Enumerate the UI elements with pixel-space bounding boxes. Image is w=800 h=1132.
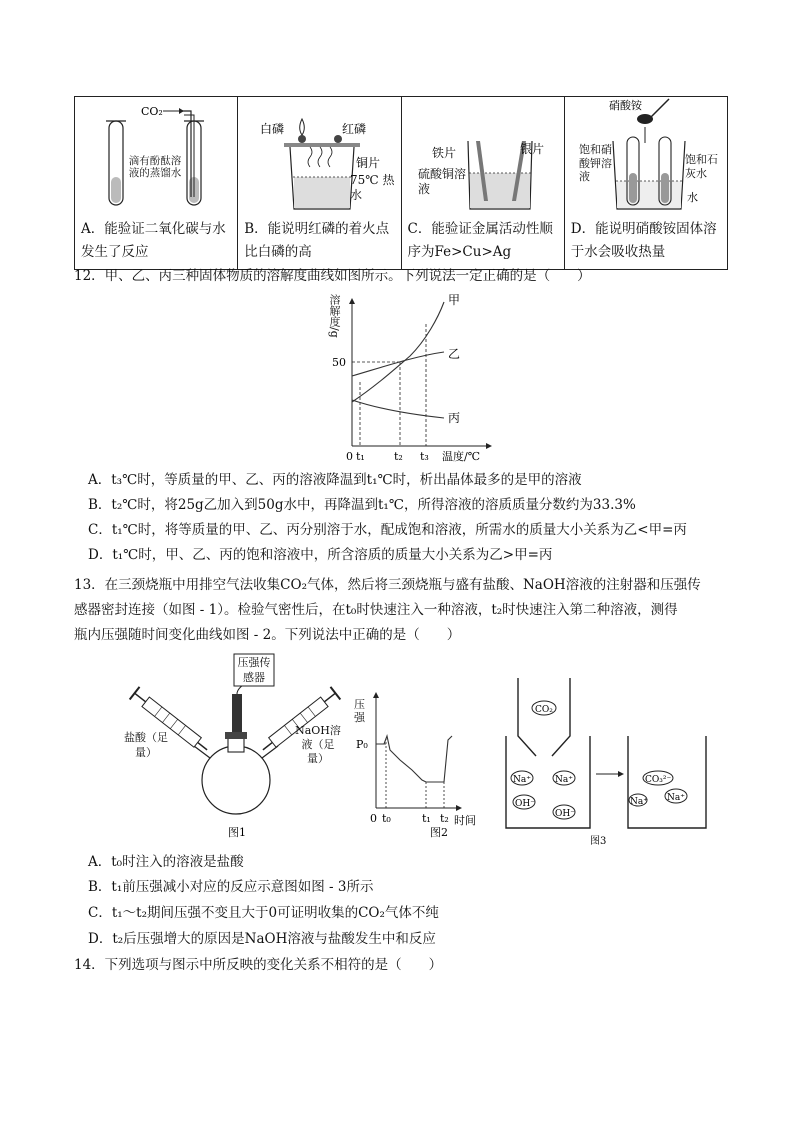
q14-stem: 14．下列选项与图示中所反映的变化关系不相符的是（ ）	[74, 957, 443, 973]
q13-option-a: A．t₀时注入的溶液是盐酸	[88, 854, 244, 870]
option-c-caption: C．能验证金属活动性顺序为Fe>Cu>Ag	[407, 221, 553, 260]
figure-1-apparatus	[124, 650, 346, 840]
q13-option-d: D．t₂后压强增大的原因是NaOH溶液与盐酸发生中和反应	[88, 931, 436, 947]
fig2-x-tick-t1: t₁	[422, 812, 431, 825]
cuso4-label: 硫酸铜溶液	[417, 167, 466, 196]
fig2-x-tick-t0: t₀	[382, 812, 391, 825]
fig2-xlabel: 时间	[454, 814, 476, 827]
kno3-label: 饱和硝酸钾溶液	[578, 143, 612, 183]
q13-stem-line-1: 13．在三颈烧瓶中用排空气法收集CO₂气体，然后将三颈烧瓶与盛有盐酸、NaOH溶液的注射器和压强传	[74, 577, 701, 593]
chart-xlabel: 温度/℃	[442, 450, 481, 462]
x-tick-t1: t₁	[356, 450, 365, 462]
option-d-caption: D．能说明硝酸铵固体溶于水会吸收热量	[570, 221, 717, 260]
option-b-caption: B．能说明红磷的着火点比白磷的高	[244, 221, 390, 260]
naoh-label: NaOH溶液（足量）	[295, 724, 341, 765]
fig2-x-tick-0: 0	[370, 812, 377, 825]
na-particle-2: Na⁺	[555, 775, 573, 785]
na-particle-1: Na⁺	[513, 775, 531, 785]
p0-label: P₀	[356, 738, 368, 751]
figure-3-particle-diagram	[500, 676, 710, 848]
d-water-label: 水	[686, 191, 698, 204]
curve-jia	[352, 302, 444, 402]
series-yi-label: 乙	[448, 347, 461, 361]
q13-option-b: B．t₁前压强减小对应的反应示意图如图 - 3所示	[88, 879, 374, 895]
solubility-chart	[326, 290, 496, 462]
x-tick-t3: t₃	[420, 450, 429, 462]
figure-3-caption: 图3	[590, 836, 607, 847]
fig2-x-tick-t2: t₂	[440, 812, 449, 825]
liquid-label: 滴有酚酞溶液的蒸馏水	[128, 155, 182, 179]
figure-2-caption: 图2	[430, 826, 448, 839]
chart-ylabel: 溶解度/g	[328, 294, 341, 338]
oh-particle-1: OH⁻	[515, 799, 535, 809]
x-tick-t2: t₂	[394, 450, 403, 462]
sensor-label: 压强传感器	[237, 656, 271, 684]
water-label: 75℃ 热水	[350, 173, 395, 202]
na-particle-3: Na⁺	[630, 797, 648, 807]
x-tick-0: 0	[346, 450, 353, 462]
chart-y-tick-50: 50	[332, 356, 346, 369]
nh4no3-label: 硝酸铵	[608, 99, 642, 112]
q12-option-c: C．t₁℃时，将等质量的甲、乙、丙分别溶于水，配成饱和溶液，所需水的质量大小关系为乙<甲=丙	[88, 522, 687, 538]
white-p-label: 白磷	[260, 122, 285, 136]
acid-label: 盐酸（足量）	[124, 731, 168, 759]
copper-label: 铜片	[356, 156, 381, 170]
q11-figure-c	[401, 97, 564, 270]
q12-option-d: D．t₁℃时，甲、乙、丙的饱和溶液中，所含溶质的质量大小关系为乙>甲=丙	[88, 547, 553, 563]
q13-stem-line-3: 瓶内压强随时间变化曲线如图 - 2。下列说法中正确的是（ ）	[74, 627, 461, 643]
q13-stem-line-2: 感器密封连接（如图 - 1）。检验气密性后，在t₀时快速注入一种溶液，t₂时快速注入第二种溶液，测得	[74, 602, 678, 618]
na-particle-4: Na⁺	[667, 793, 685, 803]
q11-table	[74, 96, 728, 270]
q12-option-a: A．t₃℃时，等质量的甲、乙、丙的溶液降温到t₁℃时，析出晶体最多的是甲的溶液	[88, 472, 582, 488]
red-p-label: 红磷	[342, 122, 367, 136]
curve-bing	[352, 400, 444, 418]
co2-particle: CO₂	[535, 705, 553, 715]
q11-figure-d	[564, 97, 727, 270]
pressure-ylabel: 压强	[354, 698, 365, 724]
limewater-label: 饱和石灰水	[684, 153, 718, 180]
q12-stem: 12．甲、乙、丙三种固体物质的溶解度曲线如图所示。下列说法一定正确的是（ ）	[74, 268, 591, 284]
figure-2-pressure-curve	[352, 690, 492, 840]
iron-label: 铁片	[431, 146, 456, 160]
series-jia-label: 甲	[448, 293, 461, 307]
curve-yi	[352, 352, 444, 376]
q13-option-c: C．t₁～t₂期间压强不变且大于0可证明收集的CO₂气体不纯	[88, 905, 439, 921]
silver-label: 银片	[519, 142, 544, 156]
pressure-curve	[376, 736, 452, 782]
oh-particle-2: OH⁻	[555, 809, 575, 819]
figure-1-caption: 图1	[228, 826, 246, 839]
q11-figure-a	[75, 97, 238, 270]
series-bing-label: 丙	[448, 411, 461, 425]
option-a-caption: A．能验证二氧化碳与水发生了反应	[81, 221, 226, 260]
co3-particle: CO₃²⁻	[645, 775, 672, 785]
q12-option-b: B．t₂℃时，将25g乙加入到50g水中，再降温到t₁℃，所得溶液的溶质质量分数约为33.3%	[88, 497, 636, 513]
co2-label: CO₂	[141, 105, 163, 118]
q11-figure-b	[238, 97, 401, 270]
